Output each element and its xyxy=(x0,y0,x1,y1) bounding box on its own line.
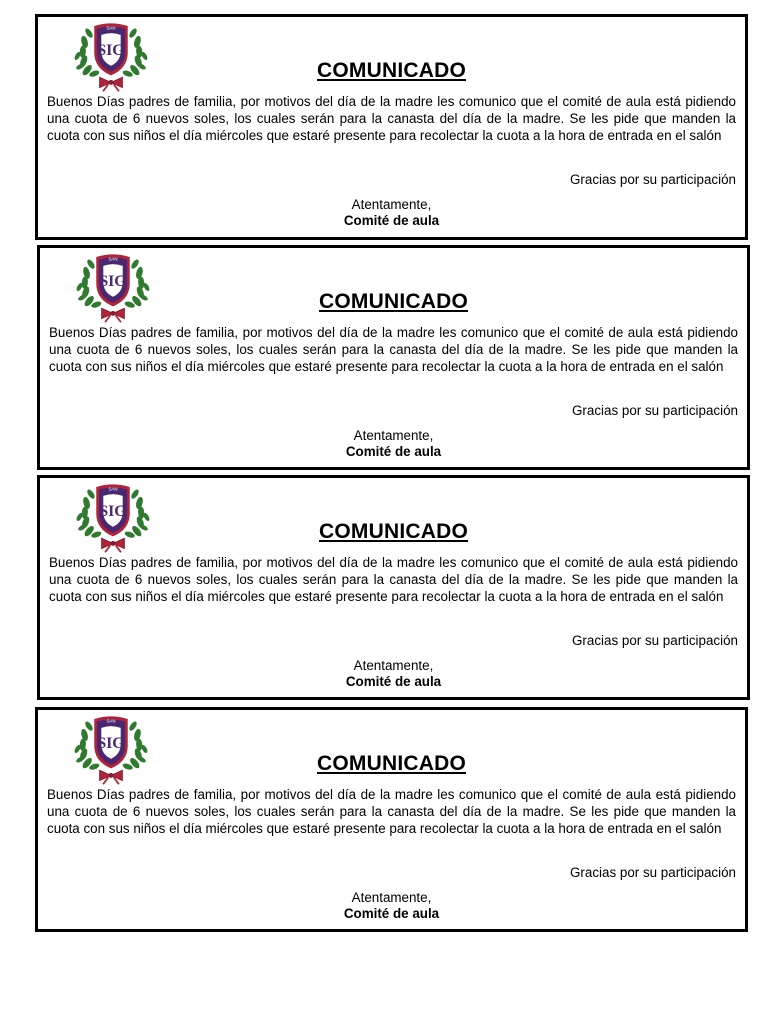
notice-signature: Comité de aula xyxy=(343,213,440,228)
notice-closing: Atentamente, xyxy=(353,428,434,443)
notice-signoff xyxy=(40,428,747,460)
notice-signoff xyxy=(38,197,745,229)
notice-closing: Atentamente, xyxy=(351,890,432,905)
notice-signature: Comité de aula xyxy=(345,674,442,689)
notice-closing: Atentamente, xyxy=(351,197,432,212)
notice-card-1 xyxy=(35,14,748,240)
notice-thanks: Gracias por su participación xyxy=(572,633,738,648)
notice-signoff xyxy=(38,890,745,922)
notice-thanks: Gracias por su participación xyxy=(572,403,738,418)
notice-signoff xyxy=(40,658,747,690)
notice-body: Buenos Días padres de familia, por motivos del día de la madre les comunico que el comité de aula está pidiendo una cuota de 6 nuevos soles, los cuales serán para la canasta del día de la madre. Se les pide que manden la cuota con sus niños el día miércoles que estaré presente para recolectar la cuota a la hora de entrada en el salón xyxy=(49,555,738,604)
notice-title: COMUNICADO xyxy=(319,290,468,313)
notice-title: COMUNICADO xyxy=(317,59,466,82)
notice-body: Buenos Días padres de familia, por motivos del día de la madre les comunico que el comité de aula está pidiendo una cuota de 6 nuevos soles, los cuales serán para la canasta del día de la madre. Se les pide que manden la cuota con sus niños el día miércoles que estaré presente para recolectar la cuota a la hora de entrada en el salón xyxy=(47,94,736,143)
notice-card-2 xyxy=(37,245,750,470)
notice-title: COMUNICADO xyxy=(317,752,466,775)
notice-thanks: Gracias por su participación xyxy=(570,172,736,187)
notice-card-4 xyxy=(35,707,748,932)
notice-closing: Atentamente, xyxy=(353,658,434,673)
notice-thanks: Gracias por su participación xyxy=(570,865,736,880)
notice-body: Buenos Días padres de familia, por motivos del día de la madre les comunico que el comité de aula está pidiendo una cuota de 6 nuevos soles, los cuales serán para la canasta del día de la madre. Se les pide que manden la cuota con sus niños el día miércoles que estaré presente para recolectar la cuota a la hora de entrada en el salón xyxy=(49,325,738,374)
notice-signature: Comité de aula xyxy=(345,444,442,459)
notice-card-3 xyxy=(37,475,750,700)
notice-body: Buenos Días padres de familia, por motivos del día de la madre les comunico que el comité de aula está pidiendo una cuota de 6 nuevos soles, los cuales serán para la canasta del día de la madre. Se les pide que manden la cuota con sus niños el día miércoles que estaré presente para recolectar la cuota a la hora de entrada en el salón xyxy=(47,787,736,836)
notice-signature: Comité de aula xyxy=(343,906,440,921)
notice-title: COMUNICADO xyxy=(319,520,468,543)
